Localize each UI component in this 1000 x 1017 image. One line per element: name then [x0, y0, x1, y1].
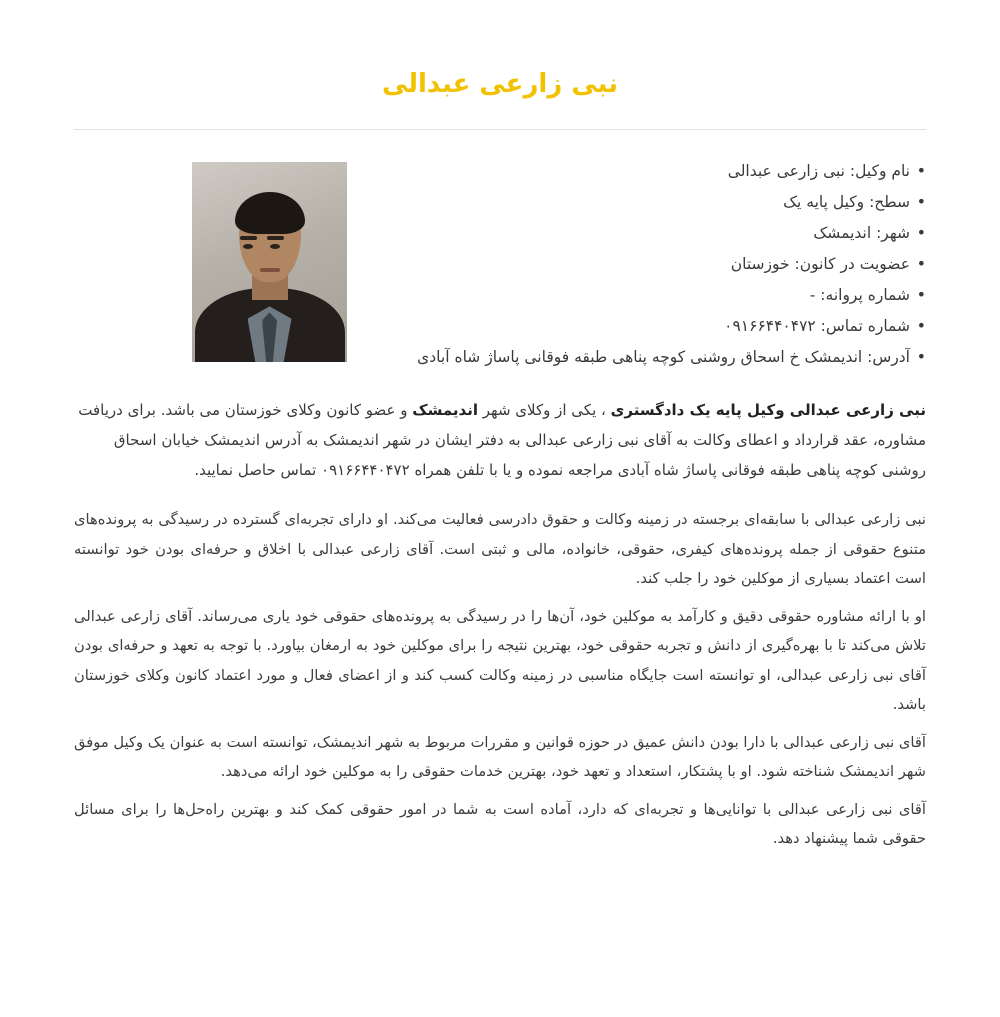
profile-page [0, 17, 1000, 1017]
facts-column [347, 156, 926, 373]
list-item: • شماره تماس: ۰۹۱۶۶۴۴۰۴۷۲ [361, 311, 926, 342]
facts-list [361, 156, 926, 373]
lead-rest-text: و عضو کانون وکلای خوزستان می باشد. برای دریافت مشاوره، عقد قرارداد و اعطای وکالت به آقای نبی زارعی عبدالی به دفتر ایشان در شهر اندیمشک به آدرس اندیمشک خیابان اسحاق روشنی کوچه پناهی طبقه فوقانی پاساژ شاه آبادی مراجعه نموده و یا با تلفن همراه ۰۹۱۶۶۴۴۰۴۷۲ تماس حاصل نمایید. [78, 401, 926, 480]
list-item: • شهر: اندیمشک [361, 218, 926, 249]
paragraph: آقای نبی زارعی عبدالی با دارا بودن دانش عمیق در حوزه قوانین و مقررات مربوط به شهر اندیمشک، توانسته است به عنوان یک وکیل موفق شهر اندیمشک شناخته شود. او با پشتکار، استعداد و تعهد خود، بهترین خدمات حقوقی را به موکلین خود ارائه می‌دهد. [74, 733, 926, 781]
profile-description [74, 373, 926, 854]
paragraph: آقای نبی زارعی عبدالی با توانایی‌ها و تجربه‌ای که دارد، آماده است به شما در امور حقوقی کمک کند و بهترین راه‌حل‌ها را برای مسائل حقوقی شما پیشنهاد دهد. [74, 800, 926, 848]
list-item: • سطح: وکیل پایه یک [361, 187, 926, 218]
lead-strong-city: اندیمشک [412, 401, 478, 420]
lead-strong-name: نبی زارعی عبدالی وکیل پایه یک دادگستری [610, 401, 926, 420]
lawyer-portrait-photo [192, 162, 347, 362]
list-item: • نام وکیل: نبی زارعی عبدالی [361, 156, 926, 187]
profile-summary [74, 130, 926, 373]
photo-column [74, 156, 347, 373]
paragraph: نبی زارعی عبدالی با سابقه‌ای برجسته در زمینه وکالت و حقوق دادرسی فعالیت می‌کند. او دارای تجربه‌ای گسترده در رسیدگی به پرونده‌های متنوع حقوقی از جمله پرونده‌های کیفری، حقوقی، خانواده، مالی و ثبتی است. آقای زارعی عبدالی با اخلاق و حرفه‌ای بودن خود توانسته است اعتماد بسیاری از موکلین خود را جلب کند. [74, 511, 926, 588]
photo-eyebrow-right [267, 236, 284, 240]
page-title: نبی زارعی عبدالی [381, 69, 619, 100]
paragraph: او با ارائه مشاوره حقوقی دقیق و کارآمد به موکلین خود، آن‌ها را در رسیدگی به پرونده‌های حقوقی خود یاری می‌رساند. آقای زارعی عبدالی تلاش می‌کند تا با بهره‌گیری از دانش و تجربه حقوقی خود، بهترین نتیجه را برای موکلین خود به ارمغان بیاورد. با توجه به تعهد و حرفه‌ای بودن آقای نبی زارعی عبدالی، او توانسته است جایگاه مناسبی در زمینه وکالت کسب کند و از اعضای فعال و مورد اعتماد کانون وکلای خوزستان باشد. [74, 607, 926, 714]
list-item: • عضویت در کانون: خوزستان [361, 249, 926, 280]
photo-eyebrow-left [240, 236, 257, 240]
lead-paragraph [74, 395, 926, 485]
list-item: • شماره پروانه: - [361, 280, 926, 311]
list-item: • آدرس: اندیمشک خ اسحاق روشنی کوچه پناهی طبقه فوقانی پاساژ شاه آبادی [361, 342, 926, 373]
photo-mouth [260, 268, 280, 272]
lead-mid-text: ، یکی از وکلای شهر [477, 401, 611, 420]
